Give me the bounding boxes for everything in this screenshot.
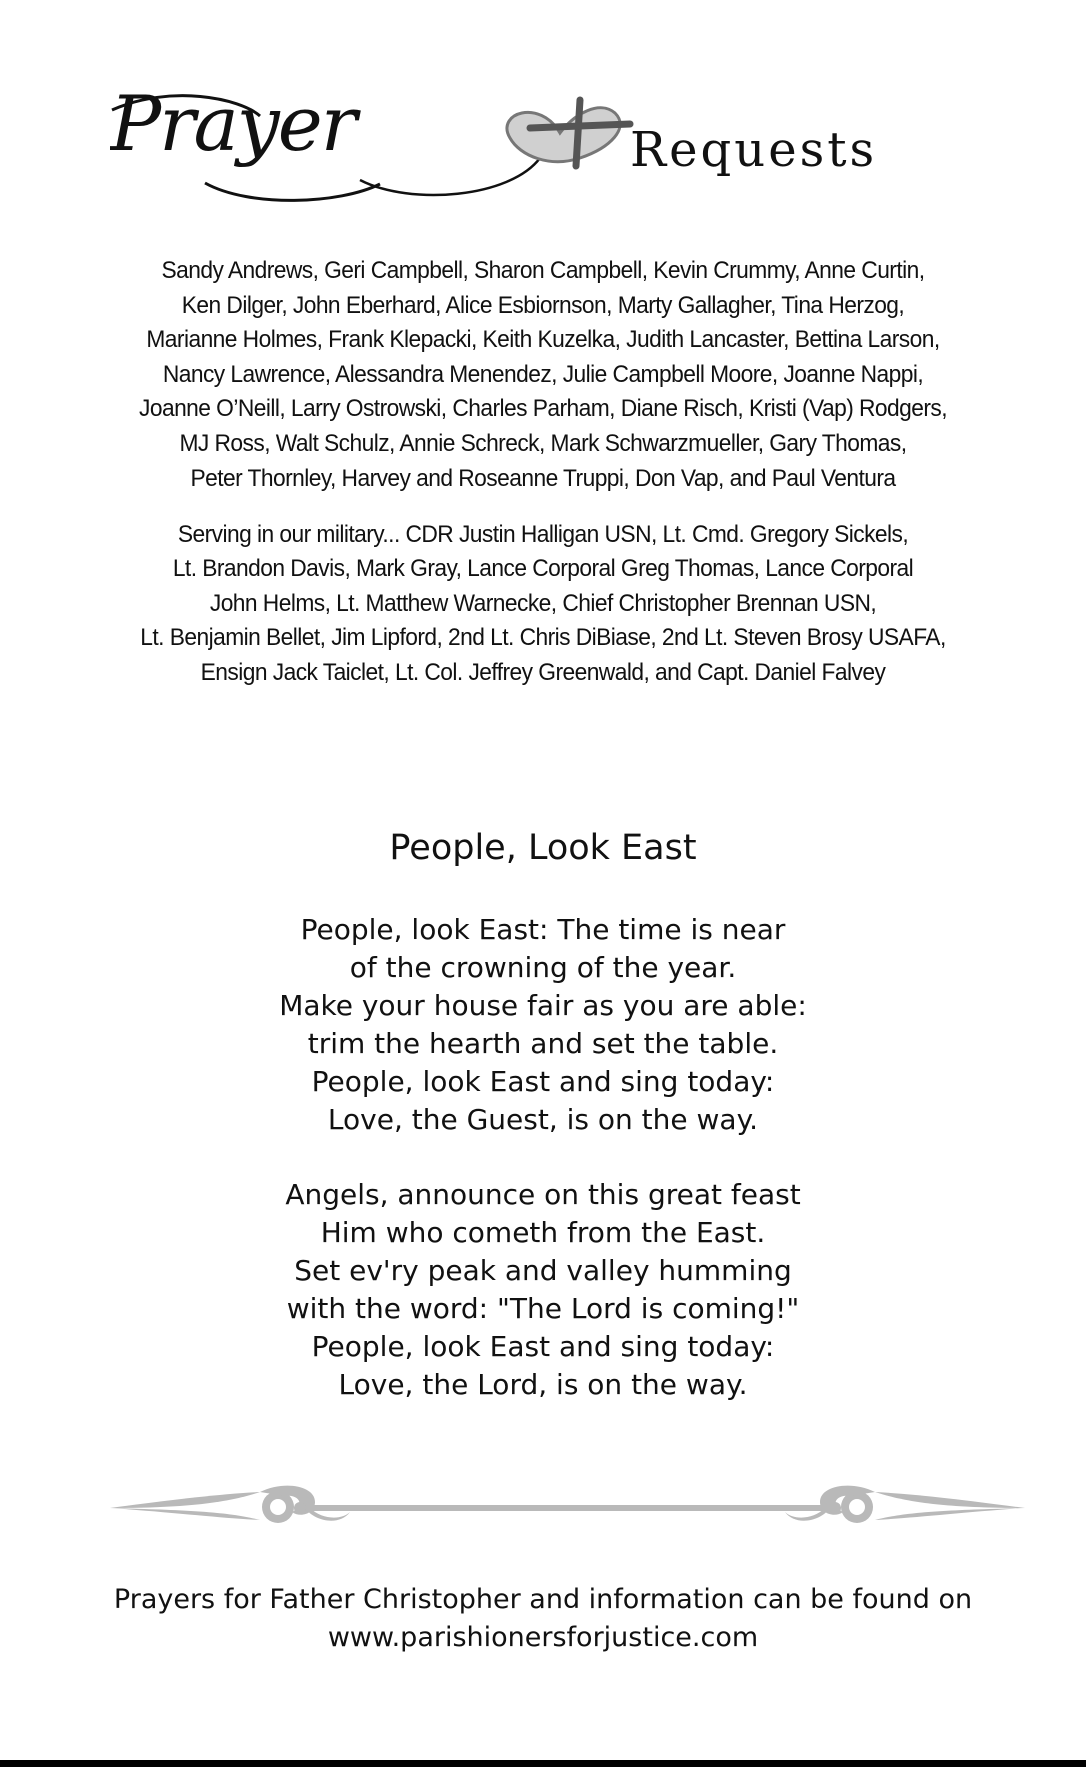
military-line: Ensign Jack Taiclet, Lt. Col. Jeffrey Greenwald, and Capt. Daniel Falvey [200, 658, 886, 686]
verse-line: People, look East: The time is near [300, 913, 786, 946]
verse-line: Him who cometh from the East. [320, 1216, 766, 1249]
verse-line: Make your house fair as you are able: [279, 989, 807, 1022]
military-line: John Helms, Lt. Matthew Warnecke, Chief Christopher Brennan USN, [209, 589, 877, 617]
prayer-request-names [94, 254, 992, 496]
military-line: Lt. Benjamin Bellet, Jim Lipford, 2nd Lt. Chris DiBiase, 2nd Lt. Steven Brosy USAFA, [140, 624, 946, 652]
verse-line: trim the hearth and set the table. [307, 1027, 779, 1060]
names-line: Peter Thornley, Harvey and Roseanne Truppi, Don Vap, and Paul Ventura [190, 464, 896, 492]
footer-note [0, 1581, 1086, 1657]
names-line: Sandy Andrews, Geri Campbell, Sharon Campbell, Kevin Crummy, Anne Curtin, [161, 257, 925, 284]
heart-cross-icon [507, 100, 630, 166]
hymn-title: People, Look East [389, 828, 697, 868]
verse-line: Set ev'ry peak and valley humming [294, 1254, 792, 1287]
prayer-requests-heading [110, 88, 1030, 218]
names-line: Ken Dilger, John Eberhard, Alice Esbiornson, Marty Gallagher, Tina Herzog, [181, 291, 905, 319]
footer-text: Prayers for Father Christopher and information can be found on [113, 1584, 973, 1615]
verse-line: Angels, announce on this great feast [285, 1178, 801, 1211]
names-line: Marianne Holmes, Frank Klepacki, Keith Kuzelka, Judith Lancaster, Bettina Larson, [146, 326, 940, 354]
scroll-divider-icon [110, 1482, 1025, 1532]
verse-line: People, look East and sing today: [311, 1330, 775, 1363]
verse-line: People, look East and sing today: [311, 1065, 775, 1098]
military-line: Lt. Brandon Davis, Mark Gray, Lance Corporal Greg Thomas, Lance Corporal [172, 555, 914, 583]
military-line: Serving in our military... CDR Justin Halligan USN, Lt. Cmd. Gregory Sickels, [177, 521, 909, 548]
heading-logo [110, 88, 1030, 218]
verse-line: of the crowning of the year. [349, 951, 737, 984]
hymn-verse-1 [0, 911, 1086, 1139]
verse-line: Love, the Guest, is on the way. [327, 1103, 759, 1136]
names-line: MJ Ross, Walt Schulz, Annie Schreck, Mark Schwarzmueller, Gary Thomas, [179, 429, 907, 457]
military-names [94, 518, 992, 690]
footer-website-link[interactable]: www.parishionersforjustice.com [327, 1622, 759, 1653]
hymn-verse-2 [0, 1176, 1086, 1404]
names-line: Nancy Lawrence, Alessandra Menendez, Julie Campbell Moore, Joanne Nappi, [162, 360, 924, 388]
verse-line: Love, the Lord, is on the way. [338, 1368, 748, 1401]
heading-word-requests: Requests [630, 122, 878, 178]
heading-word-prayer: Prayer [110, 88, 356, 168]
verse-line: with the word: "The Lord is coming!" [286, 1292, 800, 1325]
names-line: Joanne O’Neill, Larry Ostrowski, Charles Parham, Diane Risch, Kristi (Vap) Rodgers, [139, 395, 947, 423]
bottom-border [0, 1760, 1086, 1767]
